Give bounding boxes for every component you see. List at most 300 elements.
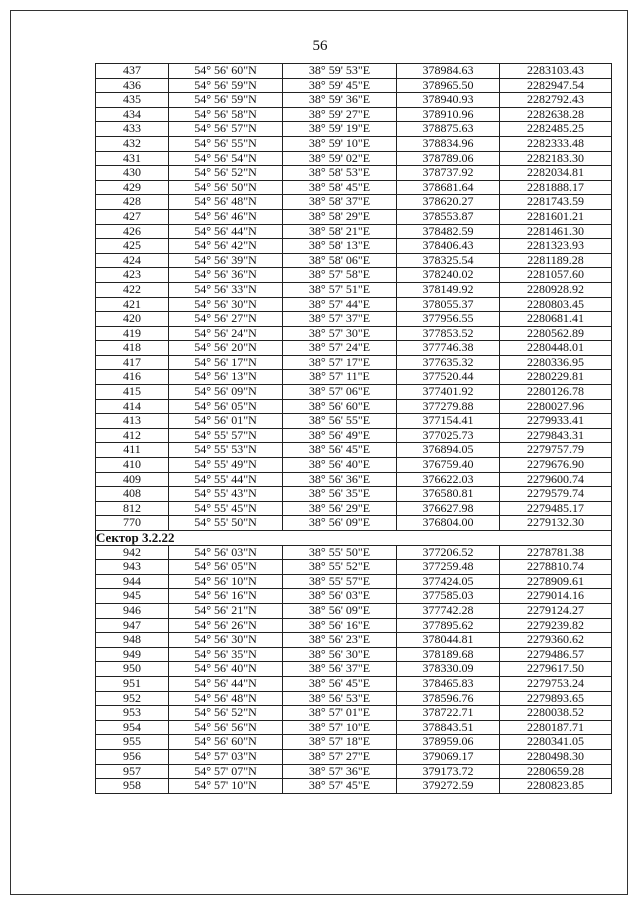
point-number-cell: 413	[96, 414, 169, 429]
latitude-cell: 54° 56' 16"N	[169, 589, 283, 604]
latitude-cell: 54° 56' 27"N	[169, 312, 283, 327]
longitude-cell: 38° 58' 37"E	[283, 195, 397, 210]
longitude-cell: 38° 56' 45"E	[283, 676, 397, 691]
longitude-cell: 38° 58' 21"E	[283, 224, 397, 239]
latitude-cell: 54° 56' 35"N	[169, 647, 283, 662]
point-number-cell: 428	[96, 195, 169, 210]
longitude-cell: 38° 58' 06"E	[283, 253, 397, 268]
point-number-cell: 421	[96, 297, 169, 312]
latitude-cell: 54° 56' 60"N	[169, 735, 283, 750]
coord-y-cell: 2279124.27	[500, 603, 612, 618]
table-row	[96, 706, 612, 721]
longitude-cell: 38° 55' 52"E	[283, 560, 397, 575]
coord-y-cell: 2282034.81	[500, 166, 612, 181]
coord-y-cell: 2282183.30	[500, 151, 612, 166]
coord-y-cell: 2280928.92	[500, 282, 612, 297]
table-row	[96, 720, 612, 735]
coord-x-cell: 378240.02	[397, 268, 500, 283]
coord-y-cell: 2280341.05	[500, 735, 612, 750]
table-body-top	[96, 64, 612, 531]
point-number-cell: 414	[96, 399, 169, 414]
coord-x-cell: 377746.38	[397, 341, 500, 356]
table-row	[96, 209, 612, 224]
coord-x-cell: 376759.40	[397, 458, 500, 473]
longitude-cell: 38° 59' 19"E	[283, 122, 397, 137]
coord-x-cell: 377956.55	[397, 312, 500, 327]
sector-title: Сектор 3.2.22	[96, 531, 612, 546]
coord-y-cell: 2279239.82	[500, 618, 612, 633]
point-number-cell: 956	[96, 749, 169, 764]
latitude-cell: 54° 55' 44"N	[169, 472, 283, 487]
longitude-cell: 38° 56' 16"E	[283, 618, 397, 633]
point-number-cell: 420	[96, 312, 169, 327]
longitude-cell: 38° 57' 17"E	[283, 355, 397, 370]
latitude-cell: 54° 56' 30"N	[169, 633, 283, 648]
longitude-cell: 38° 56' 35"E	[283, 487, 397, 502]
point-number-cell: 411	[96, 443, 169, 458]
table-row	[96, 268, 612, 283]
latitude-cell: 54° 56' 54"N	[169, 151, 283, 166]
coord-x-cell: 378843.51	[397, 720, 500, 735]
longitude-cell: 38° 57' 11"E	[283, 370, 397, 385]
coord-x-cell: 378596.76	[397, 691, 500, 706]
coord-x-cell: 378834.96	[397, 136, 500, 151]
coord-y-cell: 2278909.61	[500, 574, 612, 589]
coord-y-cell: 2280448.01	[500, 341, 612, 356]
latitude-cell: 54° 56' 17"N	[169, 355, 283, 370]
point-number-cell: 423	[96, 268, 169, 283]
table-row	[96, 414, 612, 429]
latitude-cell: 54° 56' 55"N	[169, 136, 283, 151]
point-number-cell: 432	[96, 136, 169, 151]
point-number-cell: 770	[96, 516, 169, 531]
coord-x-cell: 379272.59	[397, 779, 500, 794]
coord-x-cell: 378722.71	[397, 706, 500, 721]
latitude-cell: 54° 55' 49"N	[169, 458, 283, 473]
point-number-cell: 425	[96, 239, 169, 254]
point-number-cell: 427	[96, 209, 169, 224]
latitude-cell: 54° 56' 30"N	[169, 297, 283, 312]
coord-x-cell: 378465.83	[397, 676, 500, 691]
latitude-cell: 54° 56' 48"N	[169, 691, 283, 706]
table-row	[96, 93, 612, 108]
point-number-cell: 434	[96, 107, 169, 122]
point-number-cell: 419	[96, 326, 169, 341]
latitude-cell: 54° 56' 44"N	[169, 676, 283, 691]
longitude-cell: 38° 56' 09"E	[283, 603, 397, 618]
coord-y-cell: 2283103.43	[500, 64, 612, 79]
coord-y-cell: 2282792.43	[500, 93, 612, 108]
coord-y-cell: 2279014.16	[500, 589, 612, 604]
longitude-cell: 38° 56' 60"E	[283, 399, 397, 414]
coord-y-cell: 2280126.78	[500, 385, 612, 400]
latitude-cell: 54° 55' 57"N	[169, 428, 283, 443]
longitude-cell: 38° 57' 30"E	[283, 326, 397, 341]
point-number-cell: 949	[96, 647, 169, 662]
table-row	[96, 545, 612, 560]
point-number-cell: 409	[96, 472, 169, 487]
coord-x-cell: 378789.06	[397, 151, 500, 166]
longitude-cell: 38° 57' 18"E	[283, 735, 397, 750]
point-number-cell: 955	[96, 735, 169, 750]
coord-x-cell: 377853.52	[397, 326, 500, 341]
latitude-cell: 54° 56' 58"N	[169, 107, 283, 122]
longitude-cell: 38° 59' 27"E	[283, 107, 397, 122]
table-row	[96, 691, 612, 706]
table-body-bottom	[96, 545, 612, 793]
point-number-cell: 957	[96, 764, 169, 779]
latitude-cell: 54° 57' 10"N	[169, 779, 283, 794]
longitude-cell: 38° 56' 36"E	[283, 472, 397, 487]
coord-y-cell: 2280336.95	[500, 355, 612, 370]
point-number-cell: 408	[96, 487, 169, 502]
latitude-cell: 54° 56' 52"N	[169, 706, 283, 721]
longitude-cell: 38° 59' 45"E	[283, 78, 397, 93]
coord-x-cell: 378940.93	[397, 93, 500, 108]
point-number-cell: 958	[96, 779, 169, 794]
coord-y-cell: 2282638.28	[500, 107, 612, 122]
latitude-cell: 54° 56' 33"N	[169, 282, 283, 297]
latitude-cell: 54° 56' 59"N	[169, 78, 283, 93]
longitude-cell: 38° 56' 53"E	[283, 691, 397, 706]
point-number-cell: 944	[96, 574, 169, 589]
latitude-cell: 54° 56' 40"N	[169, 662, 283, 677]
longitude-cell: 38° 56' 03"E	[283, 589, 397, 604]
table-row	[96, 355, 612, 370]
longitude-cell: 38° 55' 57"E	[283, 574, 397, 589]
coord-x-cell: 377635.32	[397, 355, 500, 370]
longitude-cell: 38° 57' 58"E	[283, 268, 397, 283]
longitude-cell: 38° 57' 06"E	[283, 385, 397, 400]
latitude-cell: 54° 56' 50"N	[169, 180, 283, 195]
longitude-cell: 38° 56' 09"E	[283, 516, 397, 531]
point-number-cell: 435	[96, 93, 169, 108]
coord-x-cell: 378553.87	[397, 209, 500, 224]
latitude-cell: 54° 56' 52"N	[169, 166, 283, 181]
latitude-cell: 54° 56' 24"N	[169, 326, 283, 341]
table-row	[96, 647, 612, 662]
coord-y-cell: 2280229.81	[500, 370, 612, 385]
latitude-cell: 54° 56' 26"N	[169, 618, 283, 633]
latitude-cell: 54° 56' 57"N	[169, 122, 283, 137]
table-row	[96, 487, 612, 502]
coord-y-cell: 2279579.74	[500, 487, 612, 502]
latitude-cell: 54° 57' 07"N	[169, 764, 283, 779]
longitude-cell: 38° 56' 55"E	[283, 414, 397, 429]
coord-x-cell: 378620.27	[397, 195, 500, 210]
latitude-cell: 54° 57' 03"N	[169, 749, 283, 764]
table-row	[96, 589, 612, 604]
coord-x-cell: 378055.37	[397, 297, 500, 312]
coord-y-cell: 2279617.50	[500, 662, 612, 677]
latitude-cell: 54° 56' 44"N	[169, 224, 283, 239]
coord-y-cell: 2280823.85	[500, 779, 612, 794]
coord-x-cell: 376580.81	[397, 487, 500, 502]
coord-x-cell: 379173.72	[397, 764, 500, 779]
page-number: 56	[312, 38, 328, 54]
point-number-cell: 436	[96, 78, 169, 93]
table-row	[96, 603, 612, 618]
latitude-cell: 54° 56' 36"N	[169, 268, 283, 283]
table-row	[96, 341, 612, 356]
table-row	[96, 560, 612, 575]
coord-y-cell: 2279757.79	[500, 443, 612, 458]
longitude-cell: 38° 59' 10"E	[283, 136, 397, 151]
coord-y-cell: 2281743.59	[500, 195, 612, 210]
point-number-cell: 433	[96, 122, 169, 137]
coord-y-cell: 2282485.25	[500, 122, 612, 137]
latitude-cell: 54° 56' 01"N	[169, 414, 283, 429]
latitude-cell: 54° 56' 46"N	[169, 209, 283, 224]
coord-x-cell: 376894.05	[397, 443, 500, 458]
coord-y-cell: 2281057.60	[500, 268, 612, 283]
longitude-cell: 38° 58' 29"E	[283, 209, 397, 224]
longitude-cell: 38° 56' 45"E	[283, 443, 397, 458]
point-number-cell: 412	[96, 428, 169, 443]
coord-y-cell: 2279600.74	[500, 472, 612, 487]
longitude-cell: 38° 56' 29"E	[283, 501, 397, 516]
longitude-cell: 38° 56' 30"E	[283, 647, 397, 662]
point-number-cell: 416	[96, 370, 169, 385]
point-number-cell: 418	[96, 341, 169, 356]
coord-x-cell: 377206.52	[397, 545, 500, 560]
coord-x-cell: 378737.92	[397, 166, 500, 181]
table-row	[96, 633, 612, 648]
coord-x-cell: 377401.92	[397, 385, 500, 400]
longitude-cell: 38° 56' 49"E	[283, 428, 397, 443]
latitude-cell: 54° 56' 05"N	[169, 560, 283, 575]
longitude-cell: 38° 57' 01"E	[283, 706, 397, 721]
coord-y-cell: 2280659.28	[500, 764, 612, 779]
table-row	[96, 78, 612, 93]
coord-y-cell: 2278810.74	[500, 560, 612, 575]
coord-x-cell: 376627.98	[397, 501, 500, 516]
latitude-cell: 54° 56' 48"N	[169, 195, 283, 210]
table-row	[96, 253, 612, 268]
point-number-cell: 426	[96, 224, 169, 239]
point-number-cell: 950	[96, 662, 169, 677]
table-row	[96, 779, 612, 794]
coord-y-cell: 2280498.30	[500, 749, 612, 764]
table-row	[96, 749, 612, 764]
latitude-cell: 54° 56' 05"N	[169, 399, 283, 414]
table-row	[96, 764, 612, 779]
longitude-cell: 38° 57' 45"E	[283, 779, 397, 794]
table-row	[96, 107, 612, 122]
coord-y-cell: 2280562.89	[500, 326, 612, 341]
coord-y-cell: 2281461.30	[500, 224, 612, 239]
coord-y-cell: 2282947.54	[500, 78, 612, 93]
table-row	[96, 239, 612, 254]
longitude-cell: 38° 57' 36"E	[283, 764, 397, 779]
latitude-cell: 54° 56' 13"N	[169, 370, 283, 385]
table-row	[96, 166, 612, 181]
longitude-cell: 38° 57' 51"E	[283, 282, 397, 297]
table-row	[96, 224, 612, 239]
coord-y-cell: 2281601.21	[500, 209, 612, 224]
coord-x-cell: 378482.59	[397, 224, 500, 239]
table-row	[96, 326, 612, 341]
longitude-cell: 38° 55' 50"E	[283, 545, 397, 560]
table-row	[96, 458, 612, 473]
coord-x-cell: 378681.64	[397, 180, 500, 195]
point-number-cell: 812	[96, 501, 169, 516]
latitude-cell: 54° 56' 09"N	[169, 385, 283, 400]
point-number-cell: 430	[96, 166, 169, 181]
latitude-cell: 54° 55' 43"N	[169, 487, 283, 502]
coord-x-cell: 378875.63	[397, 122, 500, 137]
longitude-cell: 38° 59' 36"E	[283, 93, 397, 108]
coord-x-cell: 377025.73	[397, 428, 500, 443]
coord-x-cell: 376804.00	[397, 516, 500, 531]
point-number-cell: 417	[96, 355, 169, 370]
sector-header-row	[96, 531, 612, 546]
longitude-cell: 38° 59' 02"E	[283, 151, 397, 166]
longitude-cell: 38° 58' 45"E	[283, 180, 397, 195]
coord-x-cell: 378406.43	[397, 239, 500, 254]
latitude-cell: 54° 56' 56"N	[169, 720, 283, 735]
longitude-cell: 38° 57' 27"E	[283, 749, 397, 764]
coord-x-cell: 378984.63	[397, 64, 500, 79]
longitude-cell: 38° 57' 24"E	[283, 341, 397, 356]
coord-y-cell: 2280681.41	[500, 312, 612, 327]
coord-y-cell: 2279486.57	[500, 647, 612, 662]
point-number-cell: 429	[96, 180, 169, 195]
sector-section	[96, 531, 612, 546]
coord-x-cell: 377585.03	[397, 589, 500, 604]
table-row	[96, 136, 612, 151]
point-number-cell: 431	[96, 151, 169, 166]
table-row	[96, 443, 612, 458]
coord-y-cell: 2279933.41	[500, 414, 612, 429]
latitude-cell: 54° 55' 45"N	[169, 501, 283, 516]
coord-x-cell: 377279.88	[397, 399, 500, 414]
coord-x-cell: 377895.62	[397, 618, 500, 633]
coord-x-cell: 378149.92	[397, 282, 500, 297]
point-number-cell: 942	[96, 545, 169, 560]
latitude-cell: 54° 55' 50"N	[169, 516, 283, 531]
table-row	[96, 516, 612, 531]
coord-y-cell: 2281888.17	[500, 180, 612, 195]
point-number-cell: 422	[96, 282, 169, 297]
longitude-cell: 38° 57' 37"E	[283, 312, 397, 327]
coord-y-cell: 2281323.93	[500, 239, 612, 254]
table-row	[96, 735, 612, 750]
latitude-cell: 54° 55' 53"N	[169, 443, 283, 458]
latitude-cell: 54° 56' 42"N	[169, 239, 283, 254]
coord-x-cell: 379069.17	[397, 749, 500, 764]
latitude-cell: 54° 56' 10"N	[169, 574, 283, 589]
coord-y-cell: 2279485.17	[500, 501, 612, 516]
table-row	[96, 385, 612, 400]
table-row	[96, 297, 612, 312]
point-number-cell: 953	[96, 706, 169, 721]
coord-y-cell: 2280027.96	[500, 399, 612, 414]
table-row	[96, 676, 612, 691]
point-number-cell: 943	[96, 560, 169, 575]
table-row	[96, 618, 612, 633]
latitude-cell: 54° 56' 60"N	[169, 64, 283, 79]
coord-x-cell: 378325.54	[397, 253, 500, 268]
table-row	[96, 312, 612, 327]
table-row	[96, 151, 612, 166]
longitude-cell: 38° 56' 23"E	[283, 633, 397, 648]
longitude-cell: 38° 56' 40"E	[283, 458, 397, 473]
point-number-cell: 948	[96, 633, 169, 648]
coord-x-cell: 378189.68	[397, 647, 500, 662]
coord-x-cell: 378044.81	[397, 633, 500, 648]
table-row	[96, 662, 612, 677]
latitude-cell: 54° 56' 59"N	[169, 93, 283, 108]
point-number-cell: 424	[96, 253, 169, 268]
coord-y-cell: 2282333.48	[500, 136, 612, 151]
coord-x-cell: 377424.05	[397, 574, 500, 589]
coord-x-cell: 377259.48	[397, 560, 500, 575]
point-number-cell: 945	[96, 589, 169, 604]
table-row	[96, 282, 612, 297]
coord-y-cell: 2279360.62	[500, 633, 612, 648]
point-number-cell: 954	[96, 720, 169, 735]
coordinates-table	[95, 63, 612, 794]
table-row	[96, 64, 612, 79]
point-number-cell: 952	[96, 691, 169, 706]
longitude-cell: 38° 56' 37"E	[283, 662, 397, 677]
longitude-cell: 38° 57' 44"E	[283, 297, 397, 312]
point-number-cell: 951	[96, 676, 169, 691]
latitude-cell: 54° 56' 21"N	[169, 603, 283, 618]
table-row	[96, 472, 612, 487]
latitude-cell: 54° 56' 03"N	[169, 545, 283, 560]
coord-x-cell: 378330.09	[397, 662, 500, 677]
longitude-cell: 38° 58' 53"E	[283, 166, 397, 181]
table-row	[96, 501, 612, 516]
table-row	[96, 399, 612, 414]
longitude-cell: 38° 57' 10"E	[283, 720, 397, 735]
coord-x-cell: 377520.44	[397, 370, 500, 385]
coord-x-cell: 376622.03	[397, 472, 500, 487]
coord-y-cell: 2281189.28	[500, 253, 612, 268]
point-number-cell: 415	[96, 385, 169, 400]
longitude-cell: 38° 59' 53"E	[283, 64, 397, 79]
coord-y-cell: 2280038.52	[500, 706, 612, 721]
table-row	[96, 574, 612, 589]
longitude-cell: 38° 58' 13"E	[283, 239, 397, 254]
coord-x-cell: 378910.96	[397, 107, 500, 122]
coord-y-cell: 2279132.30	[500, 516, 612, 531]
table-row	[96, 195, 612, 210]
coord-x-cell: 377742.28	[397, 603, 500, 618]
point-number-cell: 946	[96, 603, 169, 618]
coord-y-cell: 2280803.45	[500, 297, 612, 312]
coord-x-cell: 378959.06	[397, 735, 500, 750]
table-row	[96, 370, 612, 385]
coord-y-cell: 2279676.90	[500, 458, 612, 473]
point-number-cell: 947	[96, 618, 169, 633]
latitude-cell: 54° 56' 20"N	[169, 341, 283, 356]
coord-y-cell: 2278781.38	[500, 545, 612, 560]
table-row	[96, 122, 612, 137]
point-number-cell: 437	[96, 64, 169, 79]
table-row	[96, 428, 612, 443]
latitude-cell: 54° 56' 39"N	[169, 253, 283, 268]
table-row	[96, 180, 612, 195]
coord-x-cell: 378965.50	[397, 78, 500, 93]
coord-y-cell: 2280187.71	[500, 720, 612, 735]
coord-y-cell: 2279753.24	[500, 676, 612, 691]
coord-y-cell: 2279893.65	[500, 691, 612, 706]
point-number-cell: 410	[96, 458, 169, 473]
coord-y-cell: 2279843.31	[500, 428, 612, 443]
